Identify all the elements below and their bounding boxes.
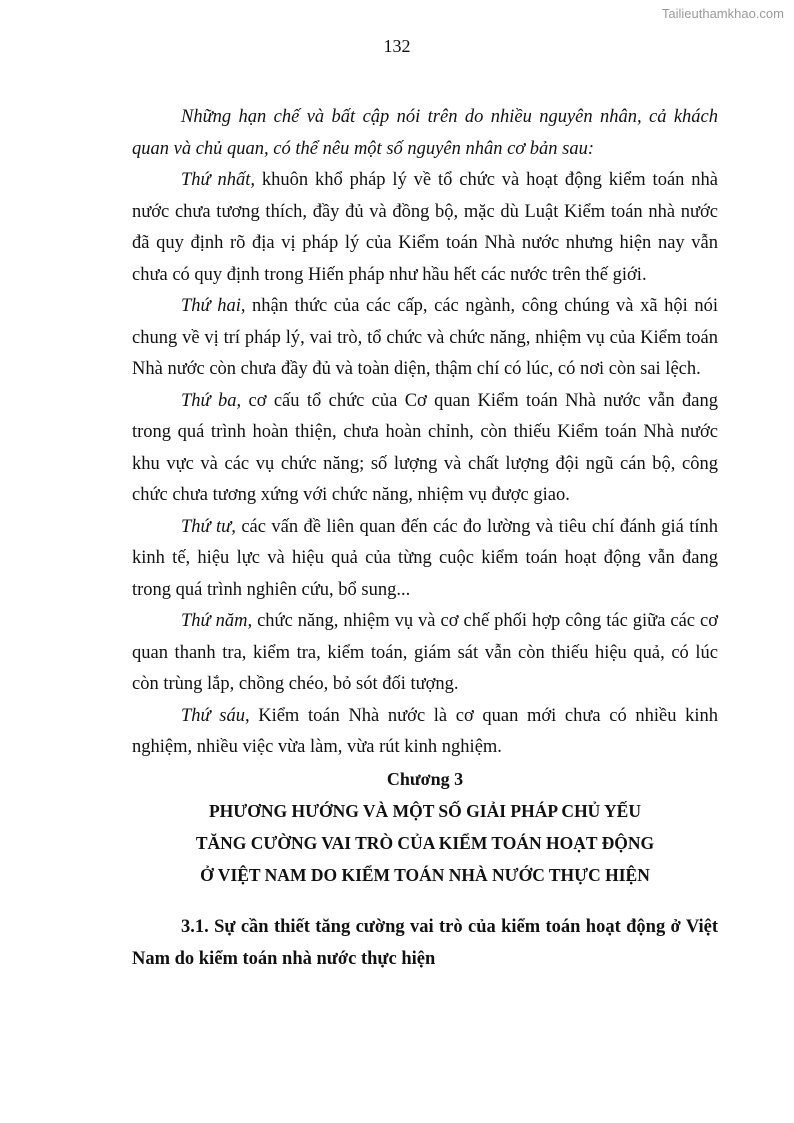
reason-paragraph [132, 386, 718, 512]
reason-lead: Thứ tư, [181, 516, 236, 537]
reason-paragraph [132, 165, 718, 291]
reason-paragraph [132, 512, 718, 607]
chapter-label: Chương 3 [386, 768, 464, 789]
reason-text: các vấn đề liên quan đến các đo lường và tiêu chí đánh giá tính kinh tế, hiệu lực và hiệu quả của từng cuộc kiểm toán hoạt động vẫn đang trong quá trình nghiên cứu, bổ sung... [132, 516, 719, 600]
watermark: Tailieuthamkhao.com [661, 6, 784, 21]
reason-lead: Thứ hai [181, 296, 241, 316]
page-number: 132 [383, 36, 411, 56]
document-body [132, 102, 718, 975]
reason-lead: Thứ nhất, [181, 170, 256, 190]
reason-text: khuôn khổ pháp lý về tổ chức và hoạt động kiểm toán nhà nước chưa tương thích, đầy đủ và đồng bộ, mặc dù Luật Kiểm toán nhà nước đã quy định rõ địa vị pháp lý của Kiểm toán Nhà nước nhưng hiện nay vẫn chưa có quy định trong Hiến pháp như hầu hết các nước trên thế giới. [132, 170, 718, 285]
reason-lead: Thứ năm, [181, 611, 253, 631]
chapter-title-line: PHƯƠNG HƯỚNG VÀ MỘT SỐ GIẢI PHÁP CHỦ YẾU [208, 801, 641, 821]
reason-lead: Thứ sáu [181, 705, 245, 726]
reason-paragraph [132, 291, 718, 386]
section-heading: 3.1. Sự cần thiết tăng cường vai trò của kiểm toán hoạt động ở Việt Nam do kiểm toán nhà nước thực hiện [132, 917, 718, 969]
chapter-title-line: Ở VIỆT NAM DO KIỂM TOÁN NHÀ NƯỚC THỰC HIỆN [200, 865, 650, 885]
reason-paragraph [132, 701, 718, 764]
reason-paragraph [132, 606, 718, 701]
intro-paragraph: Những hạn chế và bất cập nói trên do nhiều nguyên nhân, cả khách quan và chủ quan, có thể nêu một số nguyên nhân cơ bản sau: [132, 107, 718, 159]
reason-text: , cơ cấu tổ chức của Cơ quan Kiểm toán Nhà nước vẫn đang trong quá trình hoàn thiện, chưa hoàn chỉnh, còn thiếu Kiểm toán Nhà nước khu vực và các vụ chức năng; số lượng và chất lượng đội ngũ cán bộ, công chức chưa tương xứng với chức năng, nhiệm vụ được giao. [132, 390, 718, 505]
chapter-title-line: TĂNG CƯỜNG VAI TRÒ CỦA KIỂM TOÁN HOẠT ĐỘNG [195, 833, 655, 853]
reason-lead: Thứ ba [181, 390, 237, 411]
reason-text: chức năng, nhiệm vụ và cơ chế phối hợp công tác giữa các cơ quan thanh tra, kiểm tra, kiểm toán, giám sát vẫn còn thiếu hiệu quả, có lúc còn trùng lắp, chồng chéo, bỏ sót đối tượng. [132, 611, 718, 694]
reason-text: , Kiểm toán Nhà nước là cơ quan mới chưa có nhiều kinh nghiệm, nhiều việc vừa làm, vừa rút kinh nghiệm. [132, 705, 718, 757]
reason-text: , nhận thức của các cấp, các ngành, công chúng và xã hội nói chung về vị trí pháp lý, vai trò, tổ chức và chức năng, nhiệm vụ của Kiểm toán Nhà nước còn chưa đầy đủ và toàn diện, thậm chí có lúc, có nơi còn sai lệch. [132, 296, 718, 379]
